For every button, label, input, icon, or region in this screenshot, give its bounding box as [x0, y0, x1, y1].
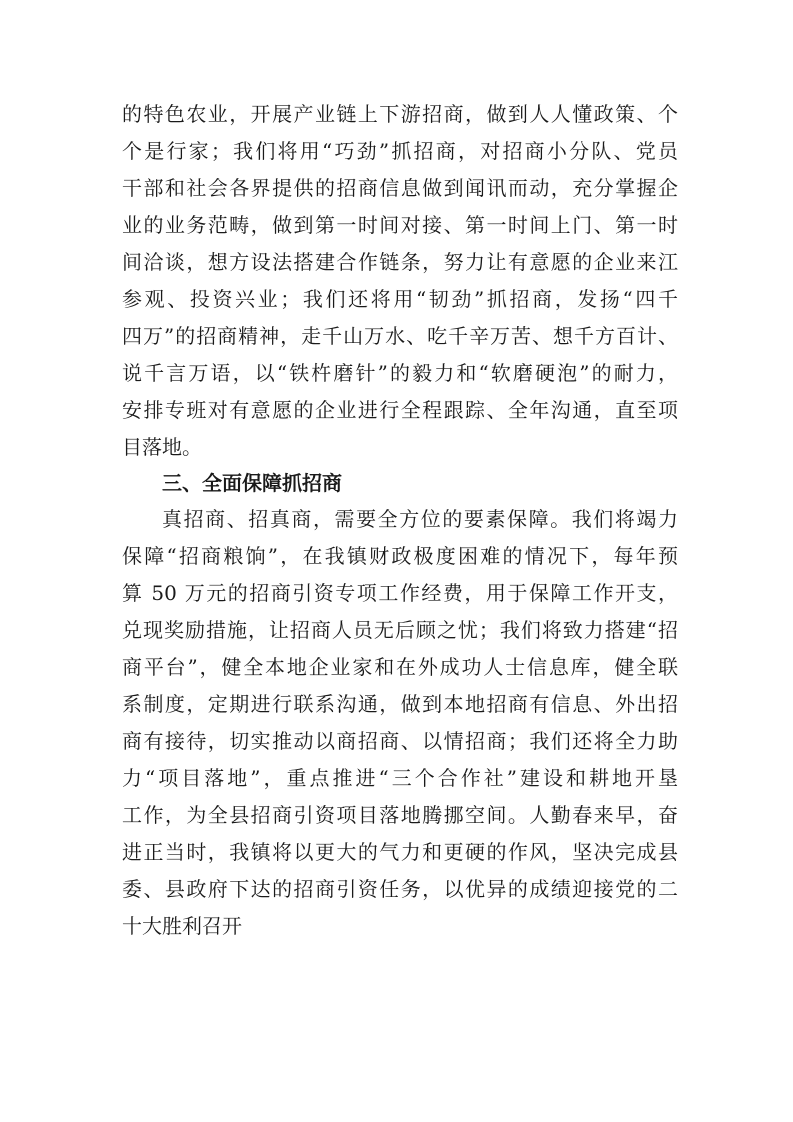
text-line: 兑现奖励措施，让招商人员无后顾之忧；我们将致力搭建“招: [122, 618, 678, 642]
text-line: 保障“招商粮饷”，在我镇财政极度困难的情况下，每年预: [122, 544, 678, 568]
text-line: 干部和社会各界提供的招商信息做到闻讯而动，充分掌握企: [122, 176, 678, 200]
text-line: 个是行家；我们将用“巧劲”抓招商，对招商小分队、党员: [122, 139, 678, 163]
text-line: 算 50 万元的招商引资专项工作经费，用于保障工作开支，: [122, 581, 678, 605]
paragraph-continued: [122, 96, 678, 466]
text-line: 进正当时，我镇将以更大的气力和更硬的作风，坚决完成县: [122, 840, 678, 864]
text-line: 委、县政府下达的招商引资任务，以优异的成绩迎接党的二: [122, 877, 678, 901]
text-line: 安排专班对有意愿的企业进行全程跟踪、全年沟通，直至项: [122, 398, 678, 422]
paragraph: [122, 501, 678, 945]
document-body: [122, 96, 678, 945]
text-line: 参观、投资兴业；我们还将用“韧劲”抓招商，发扬“四千: [122, 287, 678, 311]
text-line: 十大胜利召开: [122, 914, 242, 938]
text-line: 的特色农业，开展产业链上下游招商，做到人人懂政策、个: [122, 102, 678, 126]
text-line: 说千言万语，以“铁杵磨针”的毅力和“软磨硬泡”的耐力，: [122, 361, 678, 385]
section-heading: 三、全面保障抓招商: [162, 471, 342, 495]
text-line: 四万”的招商精神，走千山万水、吃千辛万苦、想千方百计、: [122, 324, 678, 348]
text-line: 目落地。: [122, 435, 202, 459]
text-line: 商有接待，切实推动以商招商、以情招商；我们还将全力助: [122, 729, 678, 753]
text-line: 真招商、招真商，需要全方位的要素保障。我们将竭力: [162, 507, 678, 531]
text-line: 工作，为全县招商引资项目落地腾挪空间。人勤春来早，奋: [122, 803, 678, 827]
text-line: 系制度，定期进行联系沟通，做到本地招商有信息、外出招: [122, 692, 678, 716]
text-line: 力“项目落地”，重点推进“三个合作社”建设和耕地开垦: [122, 766, 678, 790]
text-line: 商平台”，健全本地企业家和在外成功人士信息库，健全联: [122, 655, 678, 679]
text-line: 间洽谈，想方设法搭建合作链条，努力让有意愿的企业来江: [122, 250, 678, 274]
text-line: 业的业务范畴，做到第一时间对接、第一时间上门、第一时: [122, 213, 678, 237]
